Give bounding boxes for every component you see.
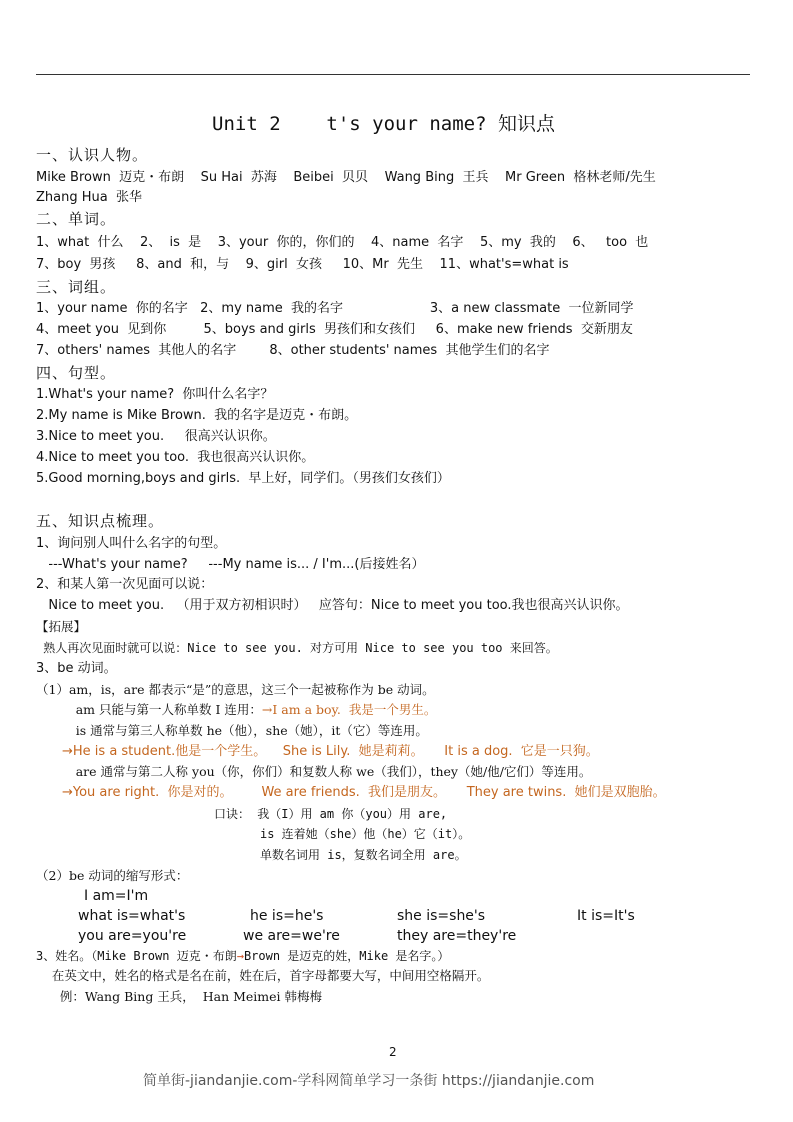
is-examples: →He is a student.他是一个学生。 She is Lily. 她是莉莉。 It is a dog. 它是一只狗。 <box>62 744 599 759</box>
sentence-line: 5.Good morning,boys and girls. 早上好，同学们。（男孩们女孩们） <box>36 471 450 486</box>
point-heading: 2、和某人第一次见面可以说： <box>36 577 214 592</box>
arrow-icon: → <box>236 949 244 963</box>
sentence-line: 3.Nice to meet you. 很高兴认识你。 <box>36 429 276 444</box>
characters-line: Mike Brown 迈克・布朗 Su Hai 苏海 Beibei 贝贝 Wang Bing 王兵 Mr Green 格林老师/先生 <box>36 170 656 185</box>
section-4-heading: 四、句型。 <box>36 364 117 382</box>
contraction: I am=I'm <box>84 888 149 904</box>
section-5-heading: 五、知识点梳理。 <box>36 512 165 530</box>
contraction: he is=he's <box>250 908 324 924</box>
am-example: →I am a boy. 我是一个男生。 <box>261 702 437 717</box>
rhyme-line: is 连着她（she）他（he）它（it）。 <box>260 827 471 841</box>
contraction: we are=we're <box>243 928 340 944</box>
contraction: you are=you're <box>78 928 187 944</box>
am-rule-text: am 只能与第一人称单数 I 连用： <box>36 702 262 717</box>
sentence-line: 1.What's your name? 你叫什么名字？ <box>36 387 274 402</box>
contraction-heading: （2）be 动词的缩写形式： <box>36 868 189 883</box>
contraction: It is=It's <box>577 908 635 924</box>
name-heading <box>36 947 449 965</box>
name-heading-text: 3、姓名。（Mike Brown 迈克・布朗 <box>36 949 237 963</box>
contraction: what is=what's <box>78 908 186 924</box>
rhyme-line: 口诀： 我（I）用 am 你（you）用 are, <box>214 807 448 821</box>
section-1-heading: 一、认识人物。 <box>36 146 149 164</box>
are-rule: are 通常与第二人称 you（你，你们）和复数人称 we（我们），they（她/他/它们）等连用。 <box>36 764 592 779</box>
section-3-heading: 三、词组。 <box>36 278 117 296</box>
contraction: she is=she's <box>397 908 486 924</box>
point-heading: 1、询问别人叫什么名字的句型。 <box>36 536 227 551</box>
am-rule <box>36 701 436 719</box>
are-examples: →You are right. 你是对的。 We are friends. 我们是朋友。 They are twins. 她们是双胞胎。 <box>62 785 666 800</box>
characters-line: Zhang Hua 张华 <box>36 190 142 205</box>
point-heading: 3、be 动词。 <box>36 661 117 676</box>
page-title: Unit 2 t's your name? 知识点 <box>212 113 555 135</box>
section-2-heading: 二、单词。 <box>36 210 117 228</box>
page-number: 2 <box>389 1045 397 1059</box>
words-line: 1、what 什么 2、 is 是 3、your 你的，你们的 4、name 名字 5、my 我的 6、 too 也 <box>36 235 649 250</box>
be-verb-intro: （1）am，is，are 都表示“是”的意思，这三个一起被称作为 be 动词。 <box>36 682 435 697</box>
words-line: 7、boy 男孩 8、and 和，与 9、girl 女孩 10、Mr 先生 11、what's=what is <box>36 257 569 272</box>
point-text: Nice to meet you. （用于双方初相识时） 应答句：Nice to meet you too.我也很高兴认识你。 <box>36 598 629 613</box>
name-rule: 在英文中，姓名的格式是名在前，姓在后，首字母都要大写，中间用空格隔开。 <box>36 968 490 983</box>
extension-label: 【拓展】 <box>36 619 87 634</box>
name-heading-text: Brown 是迈克的姓，Mike 是名字。） <box>243 949 450 963</box>
top-rule <box>36 74 750 75</box>
is-rule: is 通常与第三人称单数 he（他），she（她），it（它）等连用。 <box>36 723 428 738</box>
phrases-line: 7、others' names 其他人的名字 8、other students' names 其他学生们的名字 <box>36 343 550 358</box>
point-text: ---What's your name? ---My name is... / I'm...(后接姓名） <box>36 557 425 572</box>
rhyme-line: 单数名词用 is，复数名词全用 are。 <box>260 848 467 862</box>
phrases-line: 4、meet you 见到你 5、boys and girls 男孩们和女孩们 6、make new friends 交新朋友 <box>36 322 633 337</box>
sentence-line: 2.My name is Mike Brown. 我的名字是迈克・布朗。 <box>36 408 358 423</box>
sentence-line: 4.Nice to meet you too. 我也很高兴认识你。 <box>36 450 315 465</box>
footer-text: 简单街-jiandanjie.com-学科网简单学习一条街 https://jiandanjie.com <box>143 1073 595 1089</box>
extension-text: 熟人再次见面时就可以说：Nice to see you. 对方可用 Nice to see you too 来回答。 <box>36 641 558 655</box>
phrases-line: 1、your name 你的名字 2、my name 我的名字 3、a new classmate 一位新同学 <box>36 301 634 316</box>
name-example: 例：Wang Bing 王兵， Han Meimei 韩梅梅 <box>36 989 323 1004</box>
contraction: they are=they're <box>397 928 517 944</box>
